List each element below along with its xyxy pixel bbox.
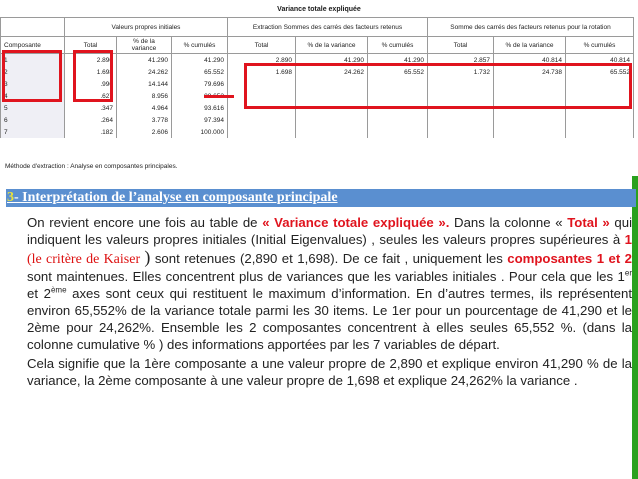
cell-extr-0 [228, 114, 296, 126]
table-row [1, 114, 634, 126]
col-total-extraction: Total [228, 37, 296, 54]
heading-number: 3 [7, 190, 14, 205]
method-note: Méthode d'extraction : Analyse en composantes principales. [5, 163, 178, 170]
cell-rot-1: 40.814 [494, 54, 566, 67]
cell-extr-0 [228, 126, 296, 138]
table-row [1, 126, 634, 138]
cell-extr-0: 1.698 [228, 66, 296, 78]
cell-extr-2: 65.552 [368, 66, 428, 78]
cell-init-2: 97.394 [172, 114, 228, 126]
row-component-label: 1 [1, 54, 65, 67]
row-component-label: 7 [1, 126, 65, 138]
body-text [27, 214, 632, 389]
cell-extr-2 [368, 126, 428, 138]
cell-rot-1 [494, 114, 566, 126]
cell-rot-2 [566, 126, 634, 138]
cell-init-2: 100.000 [172, 126, 228, 138]
p1-kaiser: (le critère de Kaiser [27, 252, 145, 267]
highlight-underline [204, 95, 234, 98]
cell-init-1: 2.606 [117, 126, 172, 138]
variance-table-panel [0, 0, 638, 188]
row-component-label: 3 [1, 78, 65, 90]
col-variance-rotation: % de la variance [494, 37, 566, 54]
cell-extr-1: 41.290 [296, 54, 368, 67]
cell-init-2: 79.696 [172, 78, 228, 90]
cell-init-2: 65.552 [172, 66, 228, 78]
p1-sup-er: er [624, 268, 632, 278]
p1-e: qui indiquent les valeurs propres initiales (Initial Eigenvalues) , seules les valeurs propres supérieures à [27, 215, 633, 247]
section-heading [6, 189, 636, 207]
cell-init-0: 1.698 [65, 66, 117, 78]
table-title: Variance totale expliquée [277, 6, 361, 13]
paragraph-1 [27, 214, 632, 353]
row-component-label: 6 [1, 114, 65, 126]
p1-k: sont maintenues. Elles concentrent plus de variances que les variables initiales . Pour cela que les 1 [27, 269, 625, 284]
p1-total: Total » [567, 215, 610, 230]
cell-extr-1: 24.262 [296, 66, 368, 78]
cell-rot-2 [566, 114, 634, 126]
row-component-label: 5 [1, 102, 65, 114]
group-header-initial: Valeurs propres initiales [65, 18, 228, 37]
cell-rot-2: 65.552 [566, 66, 634, 78]
col-variance-extraction: % de la variance [296, 37, 368, 54]
col-total-initial: Total [65, 37, 117, 54]
cell-init-0: .990 [65, 78, 117, 90]
cell-rot-0: 2.857 [428, 54, 494, 67]
highlight-box-extraction [244, 63, 632, 109]
row-header: Composante [1, 37, 65, 54]
row-component-label: 2 [1, 66, 65, 78]
p1-a: On revient encore une fois au table de [27, 215, 263, 230]
p1-m: axes sont ceux qui restituent le maximum d’information. En d’autres termes, ils représentent environ 65,552% de la variance totale parmi les 30 items. Le 1er pour un pourcentage de 41,290 et le 2ème pour 24,262%. Ensemble les 2 composantes concentrent à elles seules 65,552 %. (dans la colonne cumulative % ) des informations apportées par les 7 variables de départ. [27, 286, 633, 352]
row-component-label: 4 [1, 90, 65, 102]
cell-rot-2: 40.814 [566, 54, 634, 67]
cell-extr-1 [296, 114, 368, 126]
cell-extr-2 [368, 114, 428, 126]
cell-init-0: .182 [65, 126, 117, 138]
row-header-blank [1, 18, 65, 37]
cell-rot-0 [428, 126, 494, 138]
col-cumul-rotation: % cumulés [566, 37, 634, 54]
highlight-box-total [73, 50, 113, 102]
p1-sup-eme: ème [50, 285, 67, 295]
p1-paren: ) [144, 247, 151, 267]
cell-extr-2: 41.290 [368, 54, 428, 67]
cell-extr-0: 2.890 [228, 54, 296, 67]
cell-init-2: 93.616 [172, 102, 228, 114]
cell-init-0: .347 [65, 102, 117, 114]
cell-rot-1: 24.738 [494, 66, 566, 78]
p1-table-name: « Variance totale expliquée ». [262, 215, 450, 230]
cell-init-1: 24.262 [117, 66, 172, 78]
p1-i: sont retenues (2,890 et 1,698). De ce fait , uniquement les [150, 251, 508, 266]
col-cumul-extraction: % cumulés [368, 37, 428, 54]
col-variance-initial: % de la variance [117, 37, 172, 54]
cell-init-1: 41.290 [117, 54, 172, 67]
group-header-extraction: Extraction Sommes des carrés des facteurs retenus [228, 18, 428, 37]
heading-text: - Interprétation de l’analyse en composante principale [14, 190, 338, 205]
p1-c: Dans la colonne « [449, 215, 568, 230]
cell-extr-1 [296, 126, 368, 138]
p1-components: composantes 1 et 2 [507, 251, 632, 266]
cell-init-2: 41.290 [172, 54, 228, 67]
cell-init-0: .627 [65, 90, 117, 102]
p1-l: et 2 [27, 286, 51, 301]
cell-rot-1 [494, 126, 566, 138]
cell-init-0: 2.890 [65, 54, 117, 67]
cell-init-1: 4.964 [117, 102, 172, 114]
decorative-edge-bar [632, 176, 638, 479]
cell-init-1: 14.144 [117, 78, 172, 90]
col-cumul-initial: % cumulés [172, 37, 228, 54]
cell-rot-0 [428, 114, 494, 126]
cell-init-0: .264 [65, 114, 117, 126]
highlight-box-components [2, 50, 62, 102]
group-header-rotation: Somme des carrés des facteurs retenus pour la rotation [428, 18, 634, 37]
paragraph-2: Cela signifie que la 1ère composante a une valeur propre de 2,890 et explique environ 41,290 % de la variance, la 2ème composante à une valeur propre de 1,698 et explique 24,262% la variance . [27, 356, 632, 388]
cell-rot-0: 1.732 [428, 66, 494, 78]
col-total-rotation: Total [428, 37, 494, 54]
cell-init-1: 8.956 [117, 90, 172, 102]
p1-one: 1 [624, 232, 632, 247]
cell-init-1: 3.778 [117, 114, 172, 126]
